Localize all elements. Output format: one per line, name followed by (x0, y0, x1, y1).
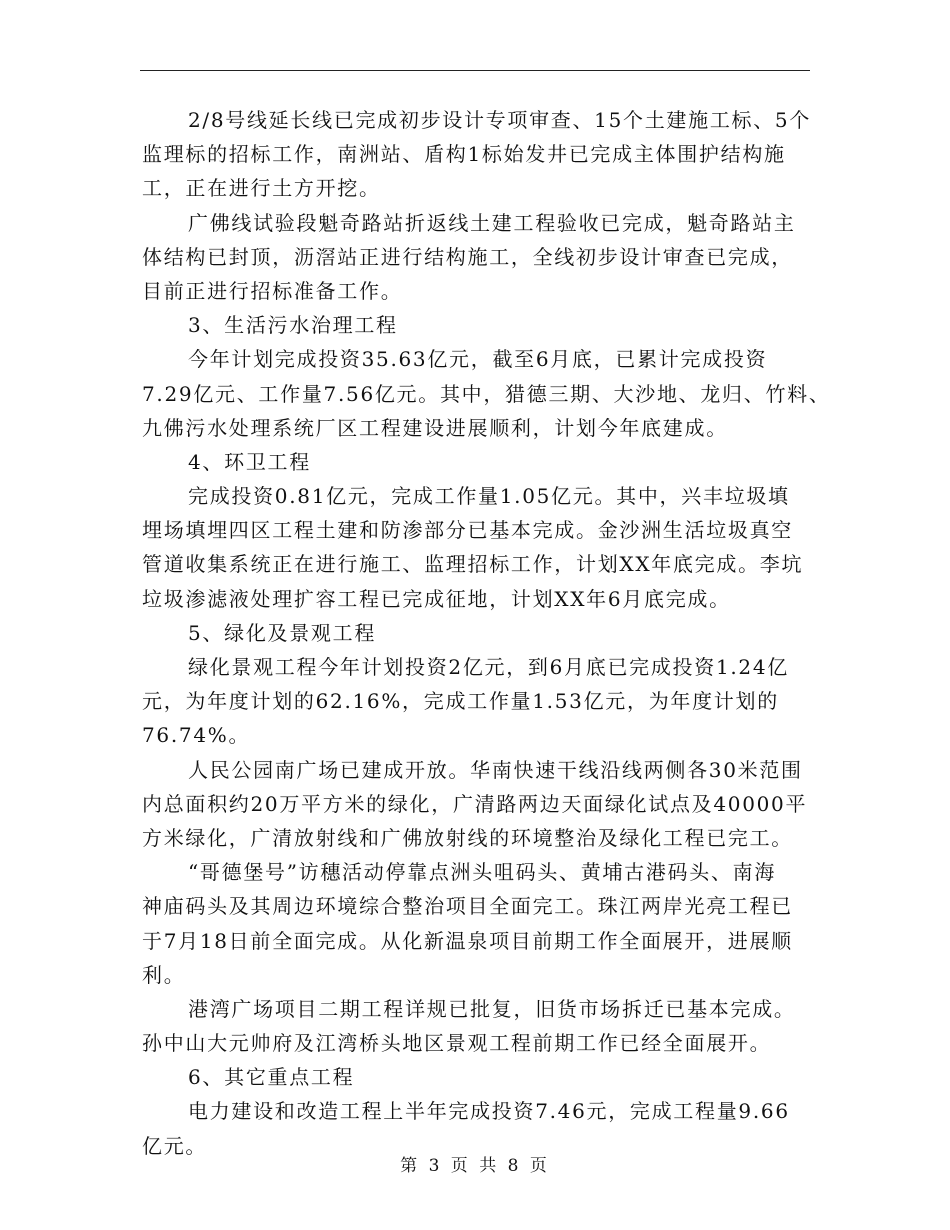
text-line: 76.74%。 (142, 723, 251, 748)
text-line: 3、生活污水治理工程 (188, 313, 398, 338)
header-rule (140, 70, 810, 71)
text-line: 完成投资0.81亿元，完成工作量1.05亿元。其中，兴丰垃圾填 (188, 484, 790, 509)
text-line: 体结构已封顶，沥滘站正进行结构施工，全线初步设计审查已完成， (142, 244, 793, 269)
text-line: 5、绿化及景观工程 (188, 620, 377, 645)
text-line: 今年计划完成投资35.63亿元，截至6月底，已累计完成投资 (188, 347, 768, 372)
text-line: 亿元。 (142, 1133, 208, 1158)
text-line: 工，正在进行土方开挖。 (142, 176, 381, 201)
text-line: 港湾广场项目二期工程详规已批复，旧货市场拆迁已基本完成。 (188, 996, 796, 1021)
text-line: 6、其它重点工程 (188, 1065, 355, 1090)
text-line: 目前正进行招标准备工作。 (142, 278, 403, 303)
text-line: 元，为年度计划的62.16%，完成工作量1.53亿元，为年度计划的 (142, 689, 779, 714)
text-line: 内总面积约20万平方米的绿化，广清路两边天面绿化试点及40000平 (142, 791, 808, 816)
page-number: 第 3 页 共 8 页 (400, 1156, 550, 1176)
text-line: 广佛线试验段魁奇路站折返线土建工程验收已完成，魁奇路站主 (188, 210, 796, 235)
text-line: 垃圾渗滤液处理扩容工程已完成征地，计划XX年6月底完成。 (142, 586, 731, 611)
text-line: 利。 (142, 962, 186, 987)
text-line: 管道收集系统正在进行施工、监理招标工作，计划XX年底完成。李坑 (142, 552, 804, 577)
text-line: 九佛污水处理系统厂区工程建设进展顺利，计划今年底建成。 (142, 415, 728, 440)
text-line: 孙中山大元帅府及江湾桥头地区景观工程前期工作已经全面展开。 (142, 1031, 772, 1056)
text-line: 人民公园南广场已建成开放。华南快速干线沿线两侧各30米范围 (188, 757, 803, 782)
document-body (142, 103, 831, 1163)
text-line: “哥德堡号”访穗活动停靠点洲头咀码头、黄埔古港码头、南海 (188, 860, 777, 885)
text-line: 方米绿化，广清放射线和广佛放射线的环境整治及绿化工程已完工。 (142, 825, 793, 850)
text-line: 绿化景观工程今年计划投资2亿元，到6月底已完成投资1.24亿 (188, 655, 789, 679)
text-line: 监理标的招标工作，南洲站、盾构1标始发井已完成主体围护结构施 (142, 142, 786, 167)
text-line: 于7月18日前全面完成。从化新温泉项目前期工作全面展开，进展顺 (142, 928, 793, 953)
text-line: 2/8号线延长线已完成初步设计专项审查、15个土建施工标、5个 (188, 108, 812, 132)
text-line: 4、环卫工程 (188, 449, 311, 474)
text-line: 神庙码头及其周边环境综合整治项目全面完工。珠江两岸光亮工程已 (142, 894, 793, 919)
text-line: 7.29亿元、工作量7.56亿元。其中，猎德三期、大沙地、龙归、竹料、 (142, 381, 831, 406)
text-line: 电力建设和改造工程上半年完成投资7.46元，完成工程量9.66 (188, 1099, 790, 1124)
text-line: 埋场填埋四区工程土建和防渗部分已基本完成。金沙洲生活垃圾真空 (142, 518, 793, 543)
